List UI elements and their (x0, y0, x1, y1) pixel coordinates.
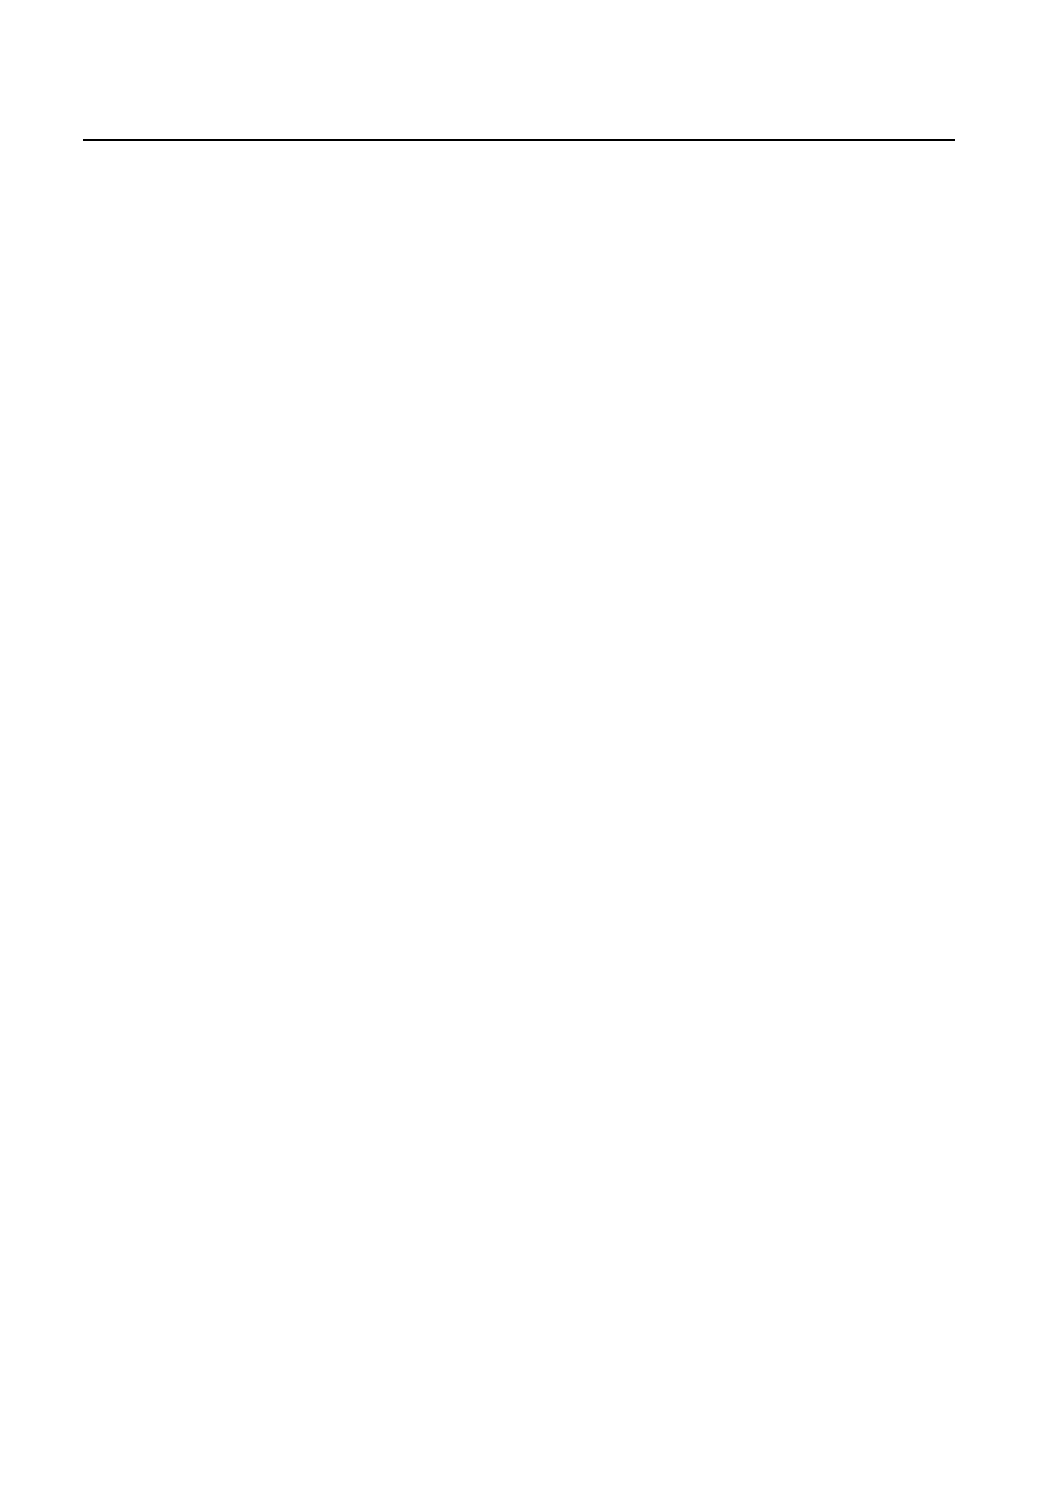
ranking-table (83, 139, 955, 141)
average-row (0, 1453, 1058, 1473)
